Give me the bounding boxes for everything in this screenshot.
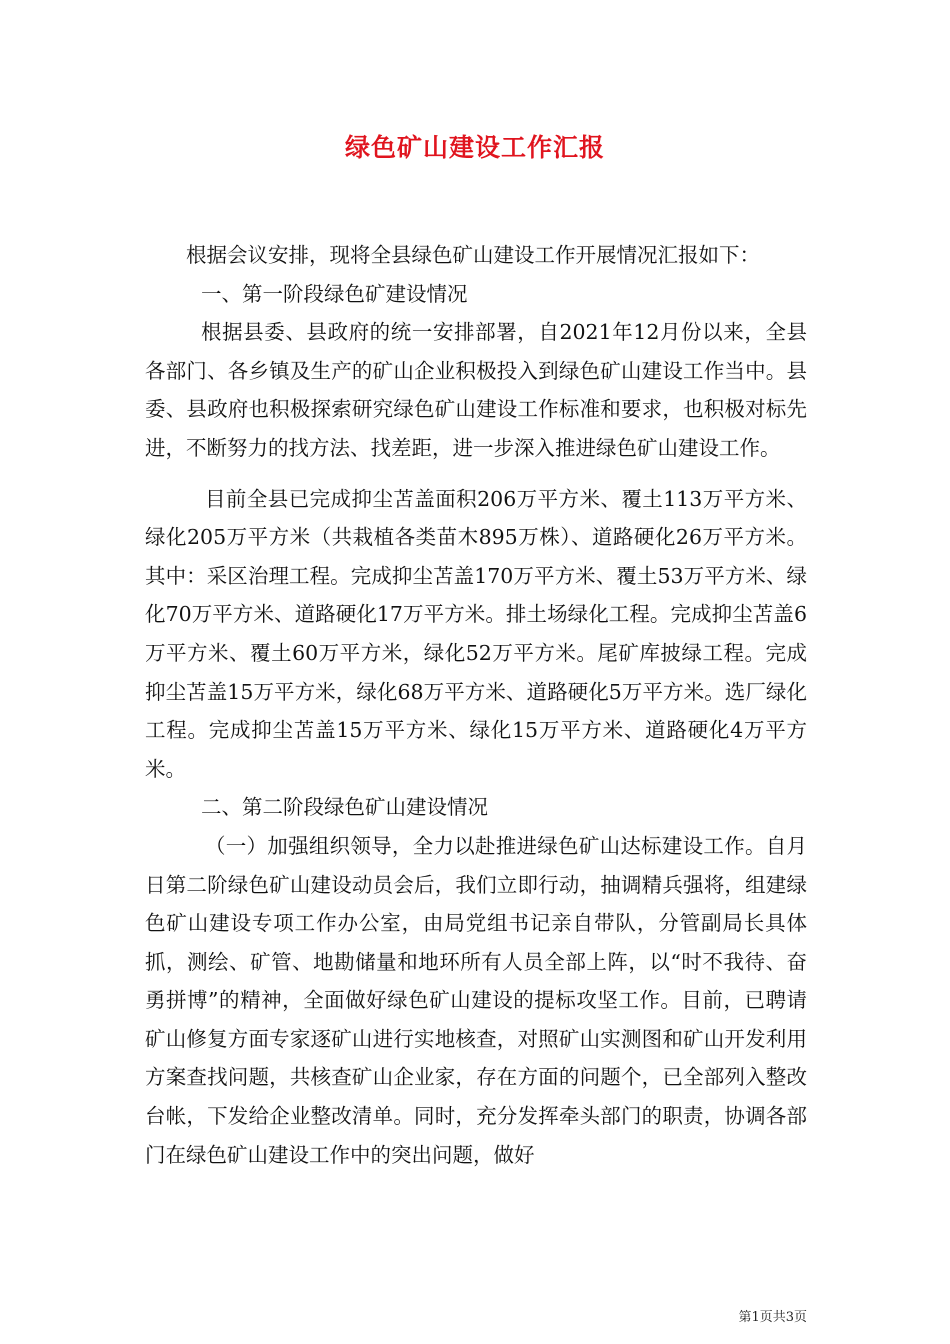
- document-body: [145, 236, 807, 1174]
- section-1-heading: 一、第一阶段绿色矿建设情况: [201, 281, 468, 306]
- section-1-paragraph-2: 目前全县已完成抑尘苫盖面积206万平方米、覆土113万平方米、绿化205万平方米（共栽植各类苗木895万株）、道路硬化26万平方米。其中：采区治理工程。完成抑尘苫盖170万平方米、覆土53万平方米、绿化70万平方米、道路硬化17万平方米。排土场绿化工程。完成抑尘苫盖6万平方米、覆土60万平方米，绿化52万平方米。尾矿库披绿工程。完成抑尘苫盖15万平方米，绿化68万平方米、道路硬化5万平方米。选厂绿化工程。完成抑尘苫盖15万平方米、绿化15万平方米、道路硬化4万平方米。: [145, 486, 807, 781]
- section-2-heading: 二、第二阶段绿色矿山建设情况: [201, 795, 488, 820]
- page-number: 第1页共3页: [738, 1310, 807, 1325]
- intro-paragraph: 根据会议安排，现将全县绿色矿山建设工作开展情况汇报如下：: [186, 243, 760, 267]
- section-2-paragraph-1: （一）加强组织领导，全力以赴推进绿色矿山达标建设工作。自月日第二阶绿色矿山建设动员会后，我们立即行动，抽调精兵强将，组建绿色矿山建设专项工作办公室，由局党组书记亲自带队，分管副局长具体抓，测绘、矿管、地勘储量和地环所有人员全部上阵，以“时不我待、奋勇拼博”的精神，全面做好绿色矿山建设的提标攻坚工作。目前，已聘请矿山修复方面专家逐矿山进行实地核查，对照矿山实测图和矿山开发利用方案查找问题，共核查矿山企业家，存在方面的问题个，已全部列入整改台帐，下发给企业整改清单。同时，充分发挥牵头部门的职责，协调各部门在绿色矿山建设工作中的突出问题，做好: [145, 833, 807, 1167]
- section-1-paragraph-1: 根据县委、县政府的统一安排部署，自2021年12月份以来，全县各部门、各乡镇及生产的矿山企业积极投入到绿色矿山建设工作当中。县委、县政府也积极探索研究绿色矿山建设工作标准和要求，也积极对标先进，不断努力的找方法、找差距，进一步深入推进绿色矿山建设工作。: [145, 320, 807, 460]
- document-title: 绿色矿山建设工作汇报: [344, 133, 605, 162]
